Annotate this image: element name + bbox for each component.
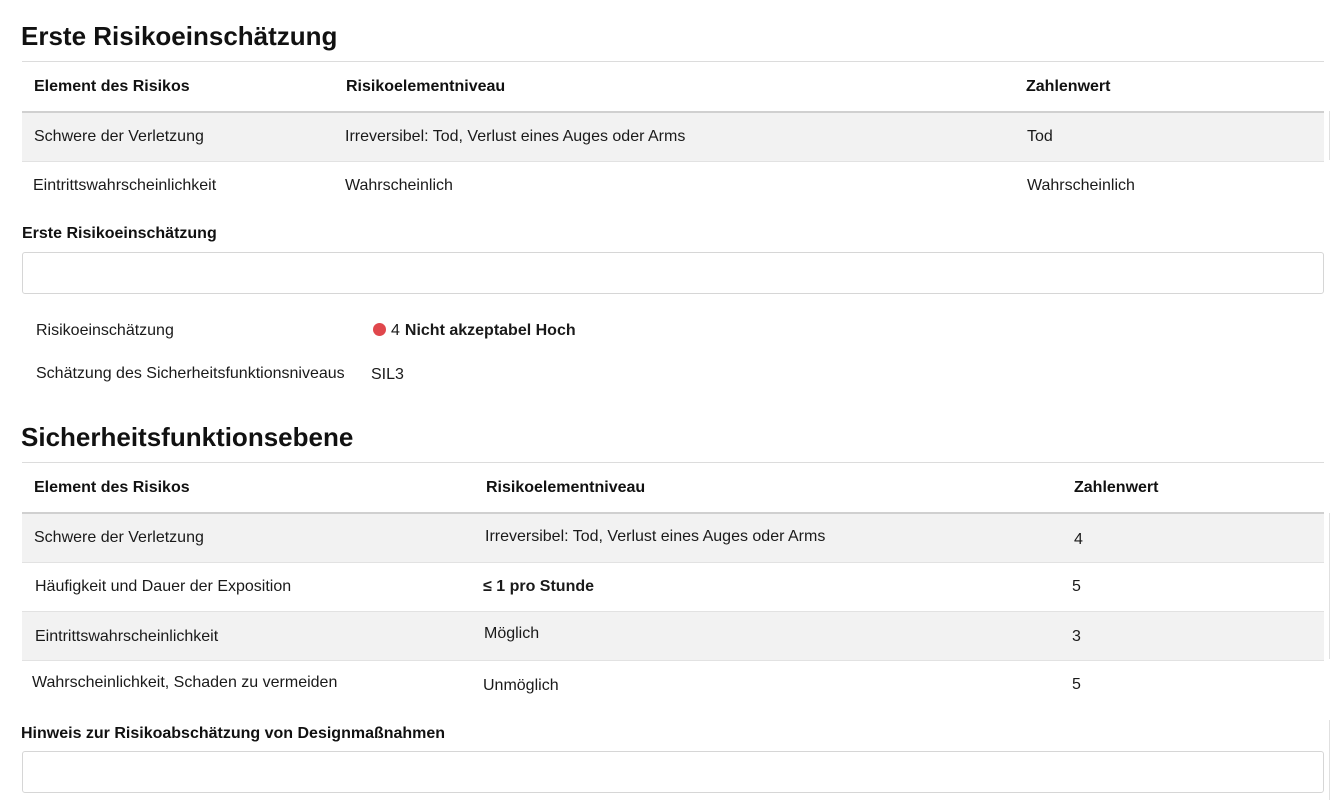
table-row[interactable] [22, 661, 1324, 709]
cell-value: Wahrscheinlich [1027, 177, 1135, 194]
cell-level: Unmöglich [483, 677, 559, 694]
column-header-element: Element des Risikos [34, 78, 190, 95]
edge-line [1329, 513, 1330, 659]
column-header-element: Element des Risikos [34, 479, 190, 496]
design-measures-note-label: Hinweis zur Risikoabschätzung von Designmaßnahmen [21, 725, 446, 742]
design-measures-note-field[interactable] [22, 751, 1324, 793]
cell-element: Schwere der Verletzung [34, 529, 204, 546]
table-header [22, 463, 1324, 514]
table-header [22, 62, 1324, 113]
column-header-value: Zahlenwert [1074, 479, 1159, 496]
cell-level: ≤ 1 pro Stunde [483, 578, 595, 595]
cell-element: Häufigkeit und Dauer der Exposition [35, 578, 292, 595]
cell-level: Irreversibel: Tod, Verlust eines Auges oder Arms [345, 128, 686, 145]
table-row[interactable] [22, 612, 1324, 661]
cell-value: Tod [1027, 128, 1053, 145]
initial-risk-field[interactable] [22, 252, 1324, 294]
risk-status-dot-icon [373, 323, 386, 336]
sil-estimate-value: SIL3 [371, 366, 404, 383]
cell-level: Wahrscheinlich [345, 177, 453, 194]
table-row[interactable] [22, 563, 1324, 612]
table-row[interactable] [22, 113, 1324, 162]
risk-assessment-value [373, 322, 576, 340]
edge-line [1329, 111, 1330, 160]
initial-risk-field-label: Erste Risikoeinschätzung [22, 225, 217, 242]
risk-score: 4 [391, 322, 400, 339]
cell-value: 4 [1074, 531, 1083, 548]
initial-risk-table [22, 62, 1324, 210]
cell-element: Wahrscheinlichkeit, Schaden zu vermeiden [32, 674, 338, 691]
risk-level-text: Nicht akzeptabel Hoch [404, 322, 576, 339]
column-header-level: Risikoelementniveau [486, 479, 646, 496]
section-title-safety-function: Sicherheitsfunktionsebene [21, 422, 354, 452]
cell-value: 3 [1072, 628, 1081, 645]
table-row[interactable] [22, 514, 1324, 563]
cell-value: 5 [1072, 578, 1081, 595]
sil-estimate-label: Schätzung des Sicherheitsfunktionsniveaus [36, 365, 345, 382]
cell-level: Möglich [484, 625, 540, 642]
safety-function-table [22, 463, 1324, 709]
cell-value: 5 [1072, 676, 1081, 693]
cell-level: Irreversibel: Tod, Verlust eines Auges oder Arms [485, 528, 826, 545]
cell-element: Eintrittswahrscheinlichkeit [35, 628, 219, 645]
risk-assessment-label: Risikoeinschätzung [36, 322, 174, 339]
section-title-initial-risk: Erste Risikoeinschätzung [21, 21, 338, 51]
edge-line [1329, 720, 1330, 800]
cell-element: Eintrittswahrscheinlichkeit [33, 177, 217, 194]
column-header-level: Risikoelementniveau [346, 78, 506, 95]
cell-element: Schwere der Verletzung [34, 128, 204, 145]
table-row[interactable] [22, 162, 1324, 210]
column-header-value: Zahlenwert [1026, 78, 1111, 95]
